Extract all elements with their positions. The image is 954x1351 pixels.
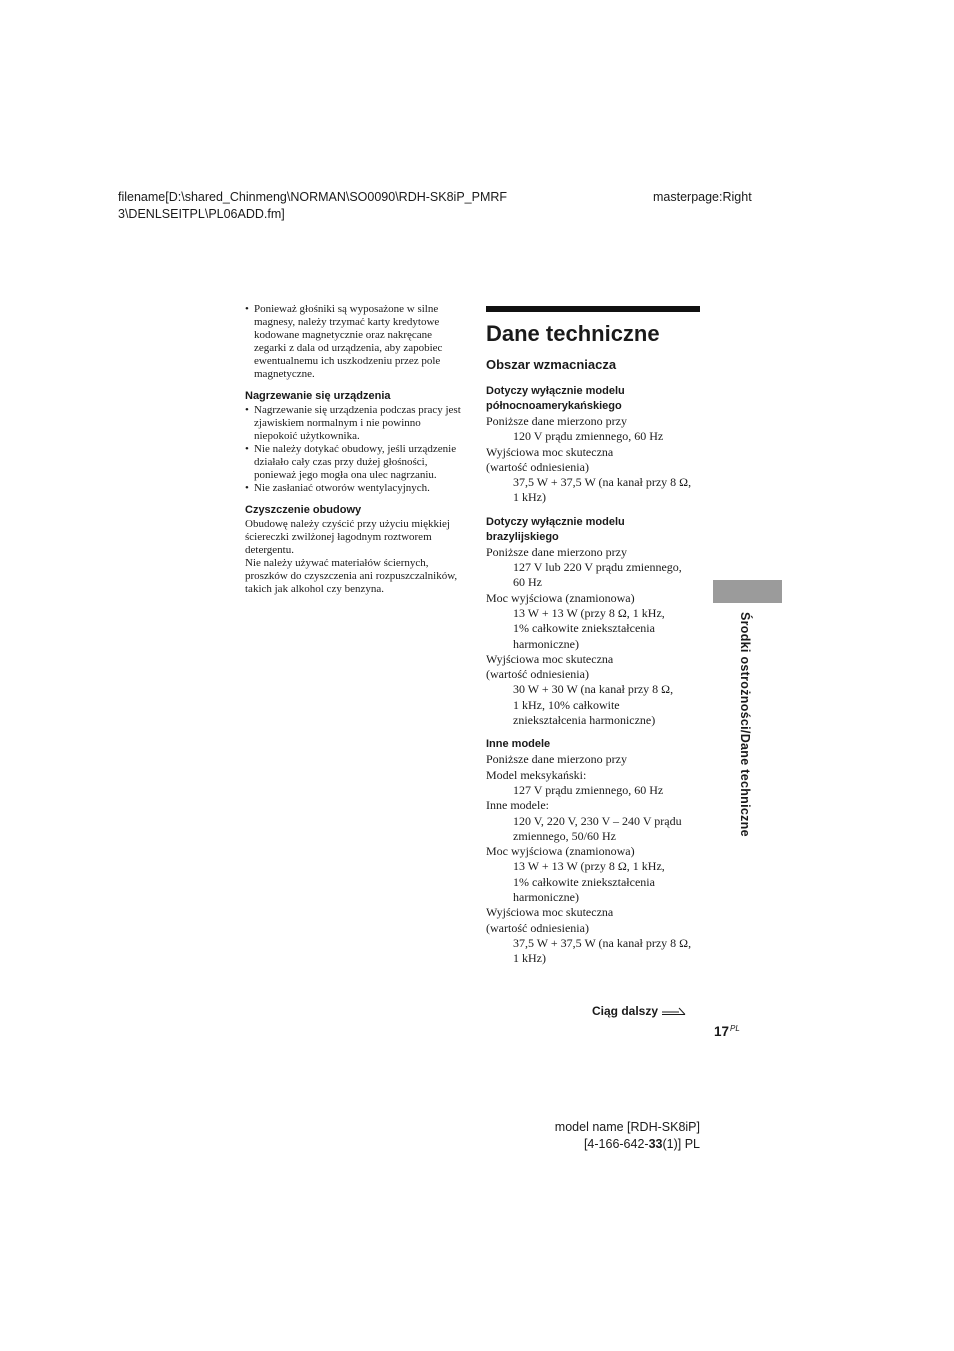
footer-code-prefix: [4-166-642-: [583, 1137, 649, 1151]
spec-line: zniekształcenia harmoniczne): [513, 713, 656, 728]
spec-line: 13 W + 13 W (przy 8 Ω, 1 kHz,: [513, 859, 665, 874]
footer-model-name: model name [RDH-SK8iP]: [554, 1120, 700, 1134]
spec-line: (wartość odniesienia): [486, 920, 589, 935]
spec-line: Model meksykański:: [486, 767, 587, 782]
bullet-text: Ponieważ głośniki są wyposażone w silne magnesy, należy trzymać karty kredytowe kodowane magnetycznie oraz nakręcane zegarki z dala od urządzenia, aby zapobiec ewentualnemu ich uszkodzeniu przez pole magnetyczne.: [254, 303, 443, 380]
footer-code: [555, 1136, 700, 1153]
na-heading: [486, 384, 701, 414]
header-masterpage: masterpage:Right: [653, 190, 752, 204]
section-tab-label: Środki ostrożności/Dane techniczne: [738, 612, 752, 837]
other-heading: Inne modele: [486, 738, 551, 751]
spec-line: 13 W + 13 W (przy 8 Ω, 1 kHz,: [513, 605, 665, 620]
spec-line: 1% całkowite zniekształcenia: [513, 874, 655, 889]
spec-line: Wyjściowa moc skuteczna: [486, 444, 614, 459]
spec-line: 60 Hz: [513, 575, 542, 590]
spec-line: Poniższe dane mierzono przy: [486, 414, 627, 428]
page-title: Dane techniczne: [486, 321, 660, 346]
cleaning-text-1: Obudowę należy czyścić przy użyciu miękkiej ściereczki zwilżonej łagodnym roztworem detergentu.: [245, 518, 450, 556]
page-number: [714, 1024, 740, 1039]
spec-line: 1 kHz): [513, 951, 546, 966]
continued-label: [592, 1004, 686, 1018]
page-number-value: 17: [714, 1024, 730, 1039]
cleaning-text-2: Nie należy używać materiałów ściernych, proszków do czyszczenia ani rozpuszczalników, takich jak alkohol czy benzyna.: [245, 557, 458, 595]
list-item: • Ponieważ głośniki są wyposażone w silne magnesy, należy trzymać karty kredytowe kodowane magnetycznie oraz nakręcane zegarki z dala od urządzenia, aby zapobiec ewentualnemu ich uszkodzeniu przez pole magnetyczne.: [245, 303, 443, 380]
footer-code-bold: 33: [648, 1137, 663, 1151]
header-filename: [118, 189, 507, 223]
heating-bullet-list: [245, 404, 463, 495]
spec-line: 30 W + 30 W (na kanał przy 8 Ω,: [513, 682, 674, 697]
intro-bullet-list: [245, 303, 463, 381]
spec-line: Wyjściowa moc skuteczna: [486, 651, 614, 666]
footer-code-suffix: (1)] PL: [662, 1137, 700, 1151]
list-item: • Nie zasłaniać otworów wentylacyjnych.: [245, 482, 430, 494]
spec-line: 1 kHz, 10% całkowite: [513, 697, 620, 712]
bullet-text: Nie należy dotykać obudowy, jeśli urządzenie działało cały czas przy dużej głośności, ponieważ jego mogła ona ulec nagrzaniu.: [254, 443, 457, 481]
br-heading: [486, 515, 701, 545]
right-column: [486, 306, 701, 967]
title-rule: [486, 306, 700, 312]
spec-line: Moc wyjściowa (znamionowa): [486, 590, 635, 605]
left-column: [245, 303, 463, 596]
spec-line: 120 V prądu zmiennego, 60 Hz: [513, 429, 664, 444]
footer: [555, 1119, 700, 1153]
spec-line: 1 kHz): [513, 490, 546, 505]
spec-line: 37,5 W + 37,5 W (na kanał przy 8 Ω,: [513, 935, 692, 950]
spec-line: 1% całkowite zniekształcenia: [513, 621, 655, 636]
na-spec-block: [486, 414, 701, 506]
spec-line: 127 V prądu zmiennego, 60 Hz: [513, 782, 664, 797]
bullet-text: Nie zasłaniać otworów wentylacyjnych.: [254, 482, 430, 494]
na-heading-line2: północnoamerykańskiego: [486, 400, 622, 412]
br-spec-block: [486, 545, 701, 729]
spec-line: harmoniczne): [513, 636, 579, 651]
spec-line: zmiennego, 50/60 Hz: [513, 828, 616, 843]
other-spec-block: [486, 752, 701, 966]
header-filename-line1: filename[D:\shared_Chinmeng\NORMAN\SO0090\RDH-SK8iP_PMRF: [118, 190, 508, 204]
continued-text: Ciąg dalszy: [592, 1004, 659, 1018]
section-tab-marker: [713, 580, 782, 603]
spec-line: (wartość odniesienia): [486, 667, 589, 682]
spec-line: Poniższe dane mierzono przy: [486, 752, 627, 767]
br-heading-line1: Dotyczy wyłącznie modelu: [486, 515, 625, 528]
section-title: Obszar wzmacniacza: [486, 357, 617, 372]
arrow-right-icon: [662, 1006, 686, 1016]
spec-line: Inne modele:: [486, 798, 549, 813]
spec-line: 120 V, 220 V, 230 V – 240 V prądu: [513, 813, 682, 828]
spec-line: Poniższe dane mierzono przy: [486, 544, 627, 559]
spec-line: 127 V lub 220 V prądu zmiennego,: [513, 560, 682, 575]
spec-line: 37,5 W + 37,5 W (na kanał przy 8 Ω,: [513, 475, 692, 490]
list-item: • Nagrzewanie się urządzenia podczas pracy jest zjawiskiem normalnym i nie powinno niepokoić użytkownika.: [245, 404, 461, 442]
bullet-text: Nagrzewanie się urządzenia podczas pracy jest zjawiskiem normalnym i nie powinno niepokoić użytkownika.: [254, 404, 461, 442]
spec-line: Moc wyjściowa (znamionowa): [486, 844, 635, 859]
spec-line: (wartość odniesienia): [486, 459, 589, 474]
header-filename-line2: 3\DENLSEITPL\PL06ADD.fm]: [118, 207, 285, 221]
cleaning-heading: Czyszczenie obudowy: [245, 504, 362, 516]
spec-line: Wyjściowa moc skuteczna: [486, 905, 614, 920]
br-heading-line2: brazylijskiego: [486, 530, 559, 543]
na-heading-line1: Dotyczy wyłącznie modelu: [486, 385, 625, 397]
heating-heading: Nagrzewanie się urządzenia: [245, 390, 391, 402]
page-language: PL: [730, 1024, 740, 1033]
spec-line: harmoniczne): [513, 890, 579, 905]
list-item: • Nie należy dotykać obudowy, jeśli urządzenie działało cały czas przy dużej głośności, ponieważ jego mogła ona ulec nagrzaniu.: [245, 443, 457, 481]
